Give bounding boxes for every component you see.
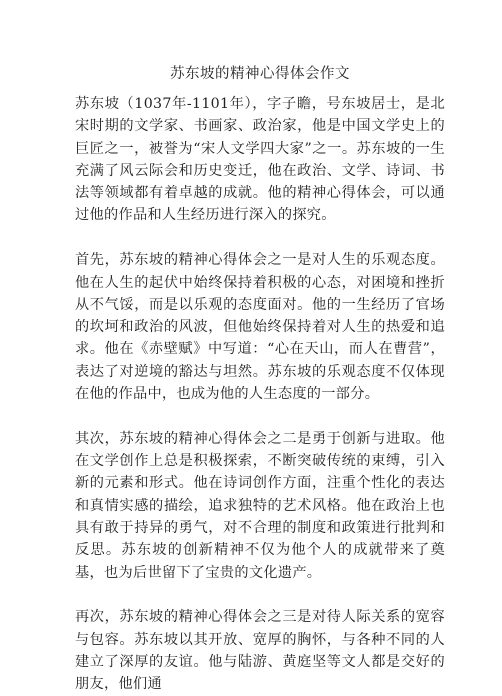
paragraph-optimism: 首先，苏东坡的精神心得体会之一是对人生的乐观态度。他在人生的起伏中始终保持着积极的心态，对困境和挫折从不气馁，而是以乐观的态度面对。他的一生经历了官场的坎坷和政治的风波，但他始终保持着对人生的热爱和追求。他在《赤壁赋》中写道：“心在天山，而人在曹营”，表达了对逆境的豁达与坦然。苏东坡的乐观态度不仅体现在他的作品中，也成为他的人生态度的一部分。 xyxy=(75,252,445,403)
paragraph-innovation: 其次，苏东坡的精神心得体会之二是勇于创新与进取。他在文学创作上总是积极探索，不断突破传统的束缚，引入新的元素和形式。他在诗词创作方面，注重个性化的表达和真情实感的描绘，追求独特的艺术风格。他在政治上也具有敢于持异的勇气，对不合理的制度和政策进行批判和反思。苏东坡的创新精神不仅为他个人的成就带来了奠基，也为后世留下了宝贵的文化遗产。 xyxy=(75,430,445,581)
paragraph-intro: 苏东坡（1037年-1101年），字子瞻，号东坡居士，是北宋时期的文学家、书画家、政治家，他是中国文学史上的巨匠之一，被誉为“宋人文学四大家”之一。苏东坡的一生充满了风云际会和历史变迁，他在政治、文学、诗词、书法等领域都有着卓越的成就。他的精神心得体会，可以通过他的作品和人生经历进行深入的探究。 xyxy=(75,96,445,224)
paragraph-tolerance: 再次，苏东坡的精神心得体会之三是对待人际关系的宽容与包容。苏东坡以其开放、宽厚的胸怀，与各种不同的人建立了深厚的友谊。他与陆游、黄庭坚等文人都是交好的朋友，他们通 xyxy=(75,609,445,693)
document-title: 苏东坡的精神心得体会作文 xyxy=(170,66,350,82)
